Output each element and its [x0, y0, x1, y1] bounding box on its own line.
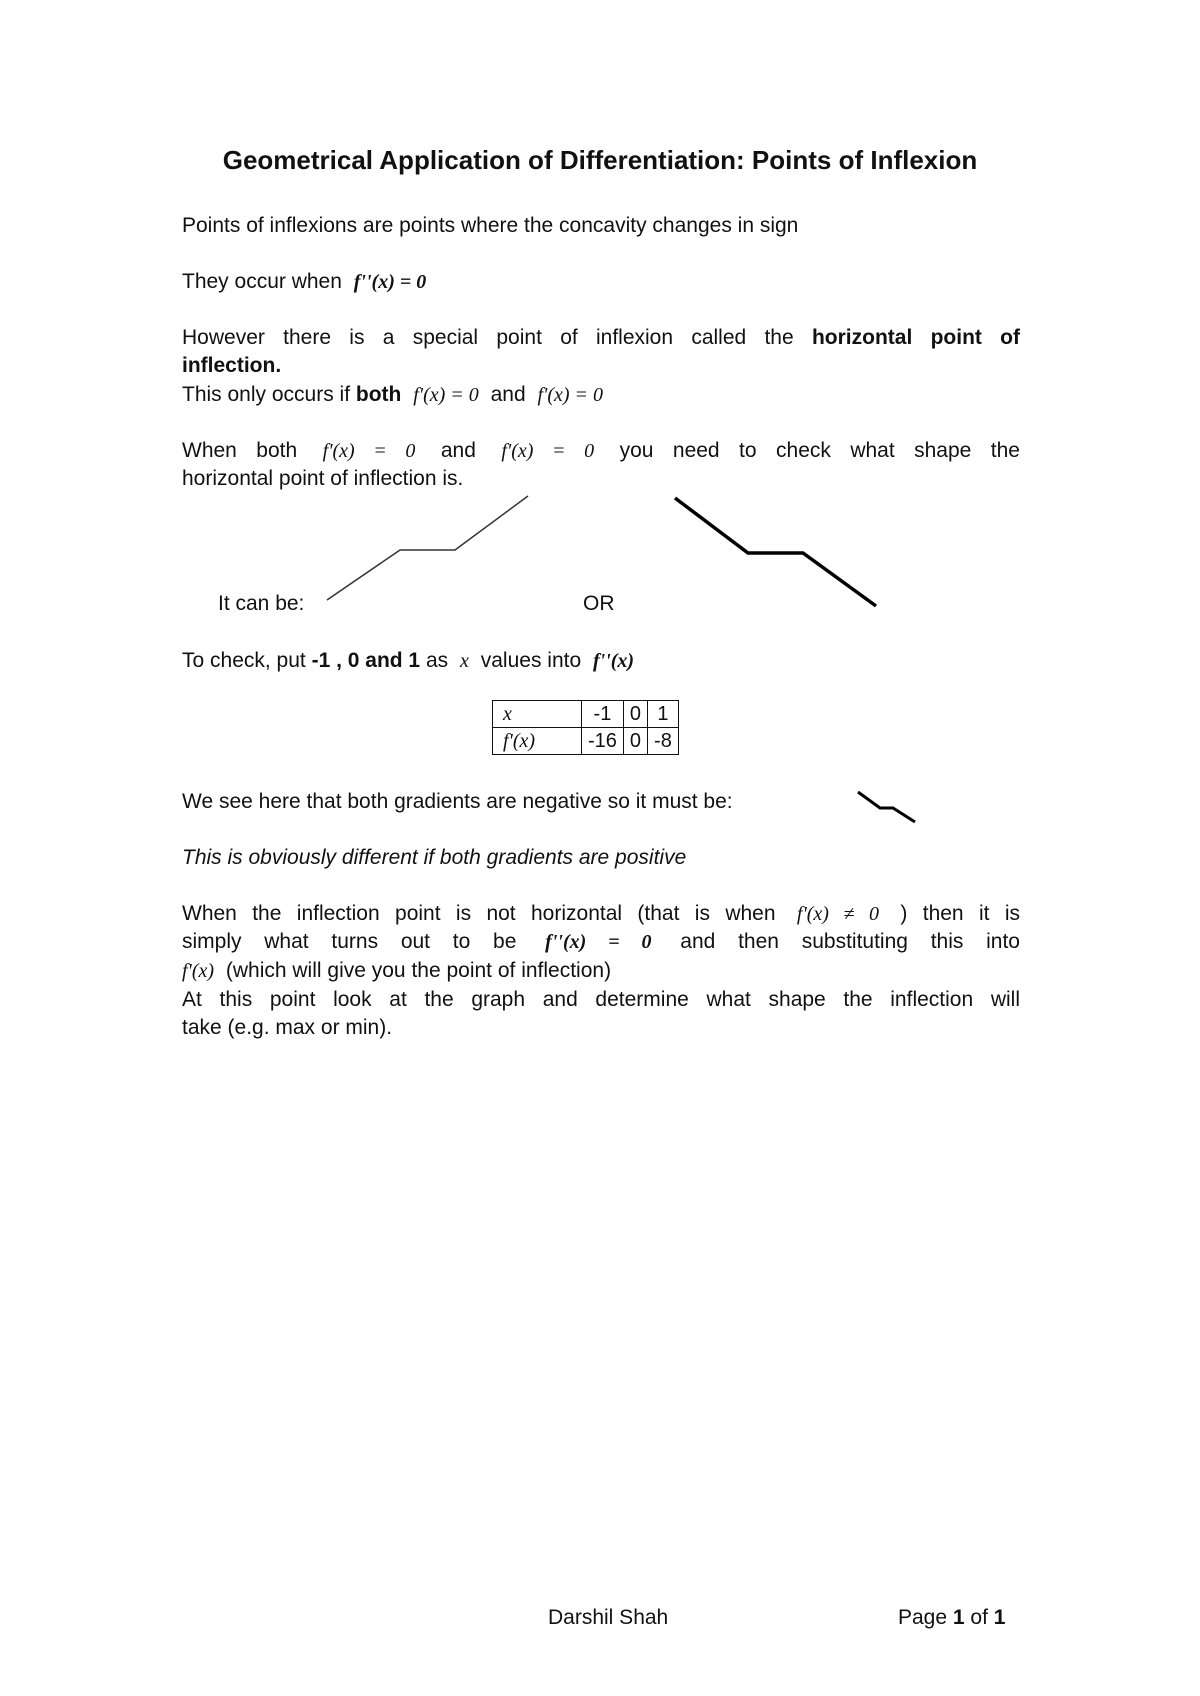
table-cell: 0 — [623, 728, 647, 755]
check-var: x — [460, 650, 469, 672]
check-values: -1 , 0 and 1 — [311, 649, 421, 672]
not-horizontal-line-4: At this point look at the graph and determine what shape the inflection will — [182, 988, 1020, 1011]
only-occurs-eq-b: f'(x) = 0 — [537, 384, 604, 406]
special-text: However there is a special point of inflexion called the — [182, 326, 794, 349]
check-values-into: values into — [480, 649, 582, 672]
positive-note: This is obviously different if both gradients are positive — [182, 846, 687, 869]
small-falling-inflection-shape — [858, 792, 915, 822]
nh-l2-eq: f''(x) = 0 — [545, 931, 652, 953]
footer-page-number: Page 1 of 1 — [898, 1606, 1006, 1629]
not-horizontal-line-1 — [182, 900, 1020, 928]
nh-l2-a: simply what turns out to be — [182, 930, 517, 953]
not-horizontal-line-5: take (e.g. max or min). — [182, 1016, 393, 1039]
not-horizontal-line-2 — [182, 928, 1020, 956]
table-cell: -1 — [582, 701, 624, 728]
not-horizontal-line-3 — [182, 957, 1020, 985]
negative-line: We see here that both gradients are negative so it must be: — [182, 790, 733, 813]
when-both-line-2: horizontal point of inflection is. — [182, 467, 464, 490]
only-occurs-prefix: This only occurs if — [182, 383, 351, 406]
nh-l1-b: ) then it is — [900, 902, 1020, 925]
when-both-prefix: When both — [182, 439, 298, 462]
only-occurs-and: and — [490, 383, 526, 406]
nh-l2-b: and then substituting this into — [680, 930, 1020, 953]
page-title: Geometrical Application of Differentiation: Points of Inflexion — [222, 145, 978, 175]
occur-text: They occur when — [182, 270, 342, 293]
when-both-eq-a: f'(x) = 0 — [322, 440, 416, 462]
table-cell: -16 — [582, 728, 624, 755]
nh-l3-b: (which will give you the point of inflection) — [225, 959, 612, 982]
when-both-and: and — [440, 439, 476, 462]
table-cell: 0 — [623, 701, 647, 728]
nh-l3-eq: f'(x) — [182, 960, 215, 982]
special-bold-2: inflection. — [182, 354, 282, 377]
table-cell: -8 — [648, 728, 679, 755]
when-both-eq-b: f'(x) = 0 — [501, 440, 595, 462]
second-derivative-zero-eq: f''(x) = 0 — [353, 271, 427, 293]
table-header-fprime: f'(x) — [493, 728, 582, 755]
check-prefix: To check, put — [182, 649, 306, 672]
table-header-x: x — [493, 701, 582, 728]
footer-author: Darshil Shah — [548, 1606, 669, 1629]
only-occurs-both: both — [355, 383, 402, 406]
when-both-suffix: you need to check what shape the — [619, 439, 1020, 462]
nh-l1-a: When the inflection point is not horizontal (that is when — [182, 902, 776, 925]
special-bold-1: horizontal point of — [811, 326, 1020, 349]
table-cell: 1 — [648, 701, 679, 728]
only-occurs-eq-a: f'(x) = 0 — [413, 384, 479, 406]
intro-paragraph: Points of inflexions are points where the concavity changes in sign — [182, 214, 799, 237]
nh-l1-eq: f'(x) ≠ 0 — [796, 903, 879, 925]
check-as: as — [425, 649, 449, 672]
check-func: f''(x) — [592, 650, 635, 672]
it-can-be-label: It can be: — [218, 592, 305, 615]
or-label: OR — [583, 592, 615, 615]
